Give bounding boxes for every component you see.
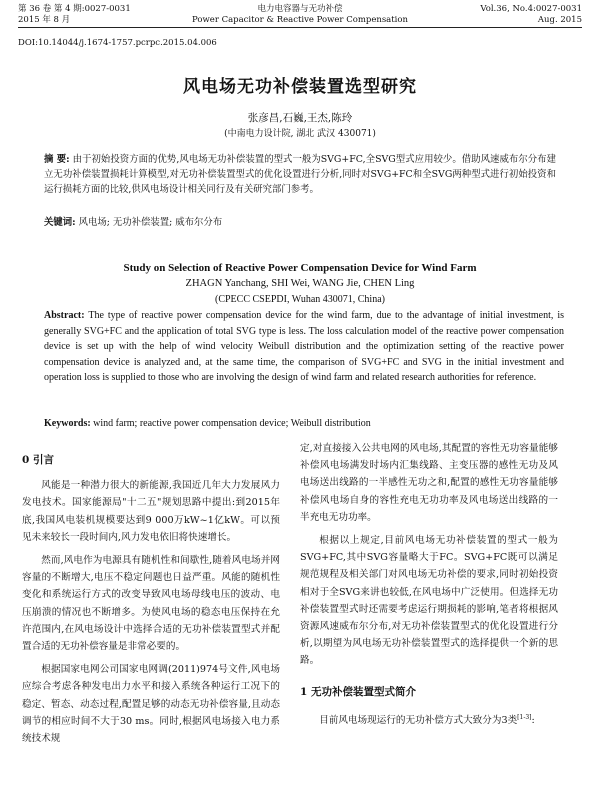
journal-name-en: Power Capacitor & Reactive Power Compensation [192,15,408,25]
keywords-cn [44,214,556,228]
paragraph: 根据国家电网公司国家电网调(2011)974号文件,风电场应综合考虑各种发电出力水平和接入系统各种运行工况下的稳定、暂态、动态过程,配置足够的动态无功补偿容量,且动态调节的相应时间不大于30 ms。同时,根据风电场接入电力系统技术规 [22,664,280,745]
keywords-cn-label: 关键词: [44,217,76,228]
keywords-en-label: Keywords: [44,418,91,429]
body-column-right [300,440,558,735]
journal-name-cn: 电力电容器与无功补偿 [257,4,343,14]
abstract-cn-text: 由于初始投资方面的优势,风电场无功补偿装置的型式一般为SVG+FC,全SVG型式应用较少。借助风速威布尔分布建立无功补偿装置损耗计算模型,对无功补偿装置型式的优化设置进行分析,同时对SVG+FC和全SVG两种型式进行初始投资和运行损耗方面的比较,供风电场设计相关同行及有关研究部门参考。 [44,154,556,196]
title-cn: 风电场无功补偿装置选型研究 [183,77,417,97]
title-en: Study on Selection of Reactive Power Compensation Device for Wind Farm [123,262,477,274]
doi: DOI:10.14044/j.1674-1757.pcrpc.2015.04.006 [18,38,217,48]
abstract-en-text: The type of reactive power compensation device for the wind farm, due to the advantage of initial investment, is generally SVG+FC and the application of total SVG type is less. The loss calculation model of the reactive power compensation device is set up with the help of wind velocity Weibull distribution and the optimization setting of the reactive power compensation device is analyzed and, at the same time, the comparison of SVG+FC and SVG in the initial investment and operation loss is supplied to those who are involving the design of wind farm and related research authorities for reference. [44,310,564,384]
keywords-cn-text: 风电场; 无功补偿装置; 威布尔分布 [78,217,223,228]
abstract-en [44,308,564,386]
citation: [1-3] [517,713,532,721]
issue-date-en: Aug. 2015 [537,15,582,25]
header-rule [18,27,582,28]
body-column-left [22,440,280,753]
paragraph-text: 目前风电场现运行的无功补偿方式大致分为3类 [319,715,518,727]
paragraph: 风能是一种潜力很大的新能源,我国近几年大力发展风力发电技术。国家能源局"十二五"规划思路中提出:到2015年底,我国风电装机规模要达到9 000万kW~1亿kW。可以预见未来较长一段时间内,风力发电依旧将快速增长。 [22,480,280,543]
section-heading-introduction: 0 引言 [22,454,54,466]
keywords-en [44,418,564,429]
paragraph: 然而,风电作为电源具有随机性和间歇性,随着风电场并网容量的不断增大,电压不稳定问题也日益严重。风能的随机性变化和系统运行方式的改变导致风电场母线电压的波动、电压崩溃的情况也不断增多。为使风电场的稳态电压保持在允许范围内,在风电场设计中选择合适的无功补偿装置型式并配置合适的无功补偿容量是非常必要的。 [22,555,280,653]
affiliation-cn: (中南电力设计院, 湖北 武汉 430071) [224,129,376,139]
keywords-en-text: wind farm; reactive power compensation device; Weibull distribution [93,418,371,429]
paragraph: 定,对直接接入公共电网的风电场,其配置的容性无功容量能够补偿风电场满发时场内汇集线路、主变压器的感性无功及风电场送出线路的一半感性无功之和,配置的感性无功容量能够补偿风电场自身的容性充电无功功率及风电场送出线路的一半充电无功功率。 [300,443,558,523]
issue-date-cn: 2015 年 8 月 [18,15,71,25]
volume-issue-en: Vol.36, No.4:0027-0031 [480,4,582,14]
volume-issue: 第 36 卷 第 4 期:0027-0031 [18,4,131,14]
authors-cn: 张彦昌,石巍,王杰,陈玲 [247,112,353,124]
section-heading-1: 1 无功补偿装置型式简介 [300,685,416,698]
abstract-cn [44,152,556,198]
paragraph-end: : [531,715,535,727]
abstract-cn-label: 摘 要: [44,154,70,165]
paragraph: 根据以上规定,目前风电场无功补偿装置的型式一般为SVG+FC,其中SVG容量略大于FC。SVG+FC既可以满足规范规程及相关部门对风电场无功补偿的要求,同时初始投资相对于全SVG来讲也较低,在风电场中广泛使用。但选择无功补偿装置型式时还需要考虑运行期损耗的影响,笔者将根据风资源风速威布尔分布,对无功补偿装置型式的优化设置进行分析,以期望为风电场无功补偿装置型式的选择提供一个新的思路。 [300,535,558,667]
running-header-right [480,4,582,26]
paragraph [300,709,558,729]
authors-en: ZHAGN Yanchang, SHI Wei, WANG Jie, CHEN Ling [185,278,415,289]
affiliation-en: (CPECC CSEPDI, Wuhan 430071, China) [215,294,385,305]
abstract-en-label: Abstract: [44,310,85,321]
